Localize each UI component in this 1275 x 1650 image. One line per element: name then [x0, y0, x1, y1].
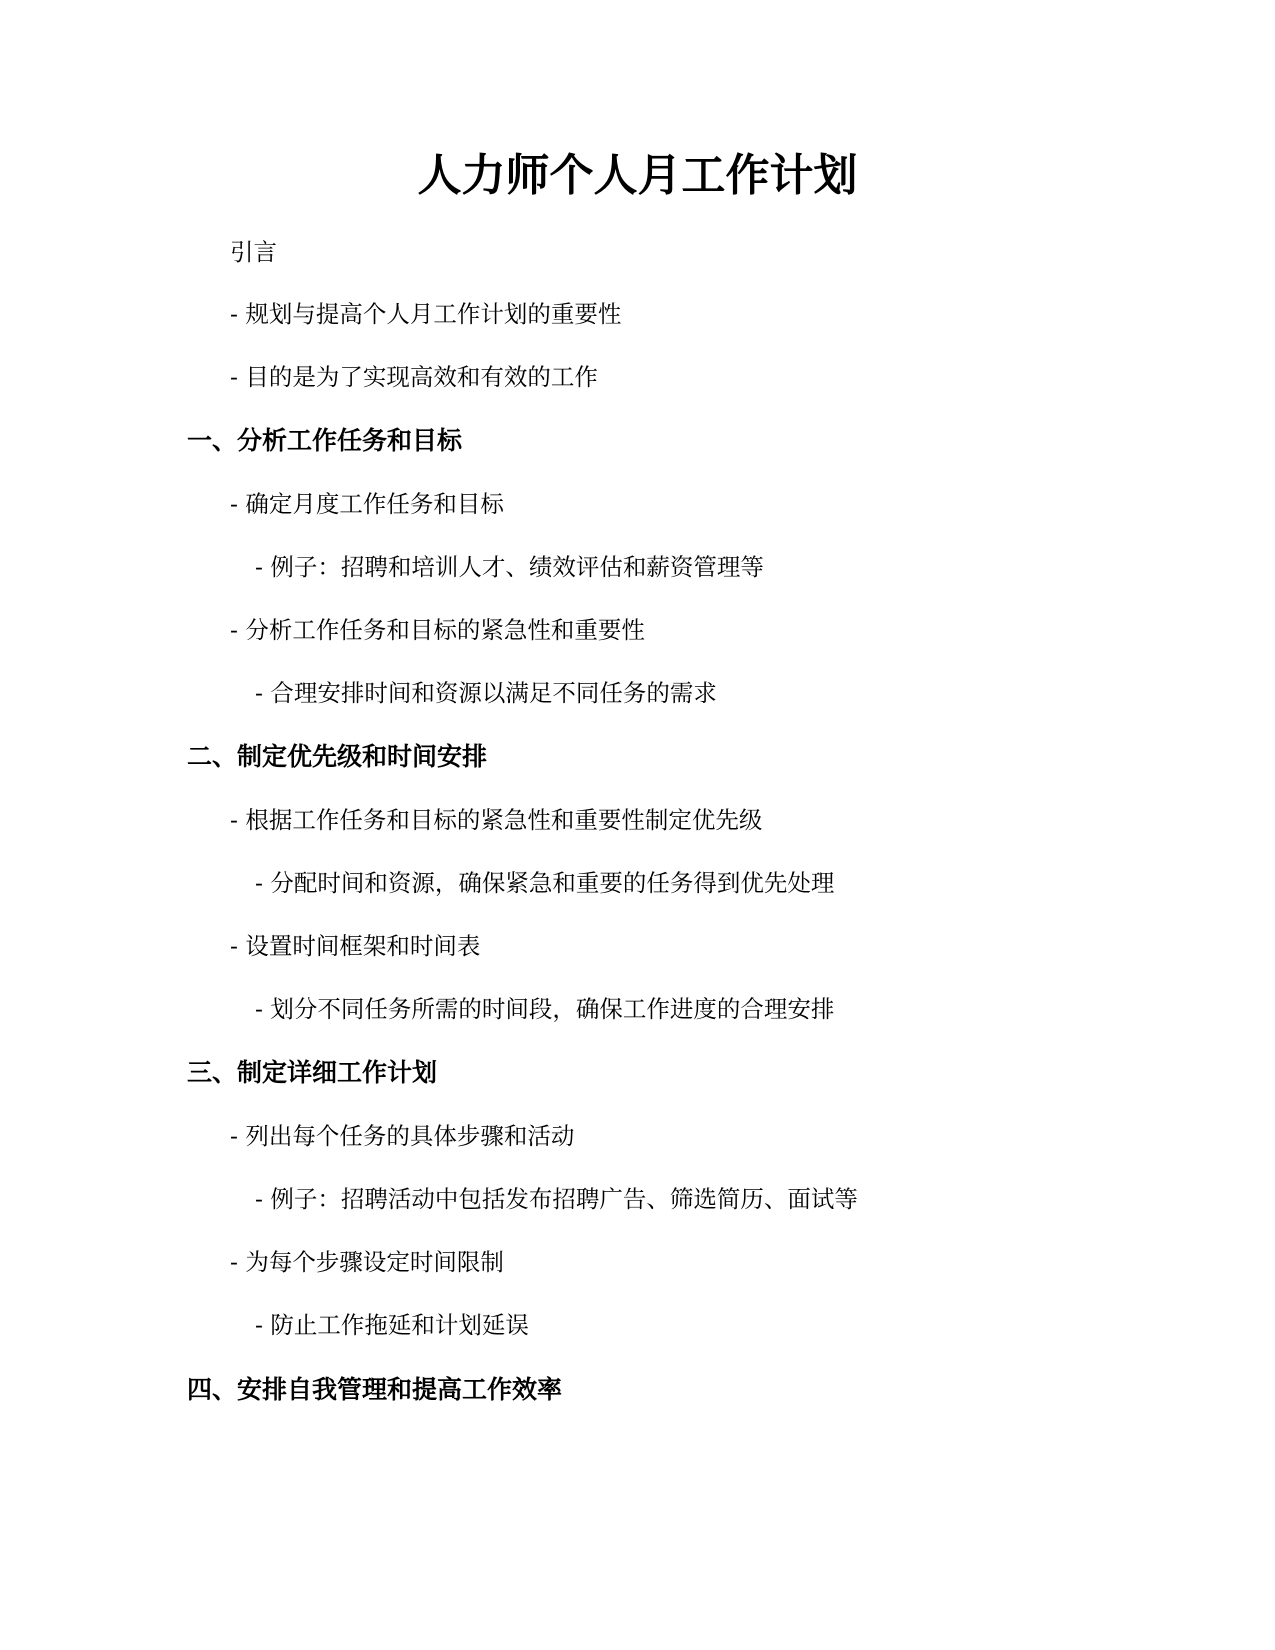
- intro-point: - 目的是为了实现高效和有效的工作: [230, 363, 598, 391]
- list-subitem: - 分配时间和资源，确保紧急和重要的任务得到优先处理: [255, 869, 835, 897]
- intro-label: 引言: [230, 238, 277, 266]
- section-heading: 一、分析工作任务和目标: [187, 426, 463, 455]
- page-title: 人力师个人月工作计划: [417, 150, 858, 201]
- list-item: - 分析工作任务和目标的紧急性和重要性: [230, 616, 645, 644]
- list-subitem: - 防止工作拖延和计划延误: [255, 1311, 529, 1339]
- list-subitem: - 例子：招聘活动中包括发布招聘广告、筛选简历、面试等: [255, 1185, 858, 1213]
- intro-point: - 规划与提高个人月工作计划的重要性: [230, 300, 622, 328]
- list-subitem: - 合理安排时间和资源以满足不同任务的需求: [255, 679, 717, 707]
- list-item: - 为每个步骤设定时间限制: [230, 1248, 504, 1276]
- list-item: - 确定月度工作任务和目标: [230, 490, 504, 518]
- section-heading: 四、安排自我管理和提高工作效率: [187, 1375, 563, 1404]
- list-subitem: - 例子：招聘和培训人才、绩效评估和薪资管理等: [255, 553, 764, 581]
- section-heading: 三、制定详细工作计划: [187, 1058, 438, 1087]
- list-item: - 列出每个任务的具体步骤和活动: [230, 1122, 575, 1150]
- list-item: - 根据工作任务和目标的紧急性和重要性制定优先级: [230, 806, 763, 834]
- list-subitem: - 划分不同任务所需的时间段，确保工作进度的合理安排: [255, 995, 835, 1023]
- list-item: - 设置时间框架和时间表: [230, 932, 481, 960]
- section-heading: 二、制定优先级和时间安排: [187, 742, 488, 771]
